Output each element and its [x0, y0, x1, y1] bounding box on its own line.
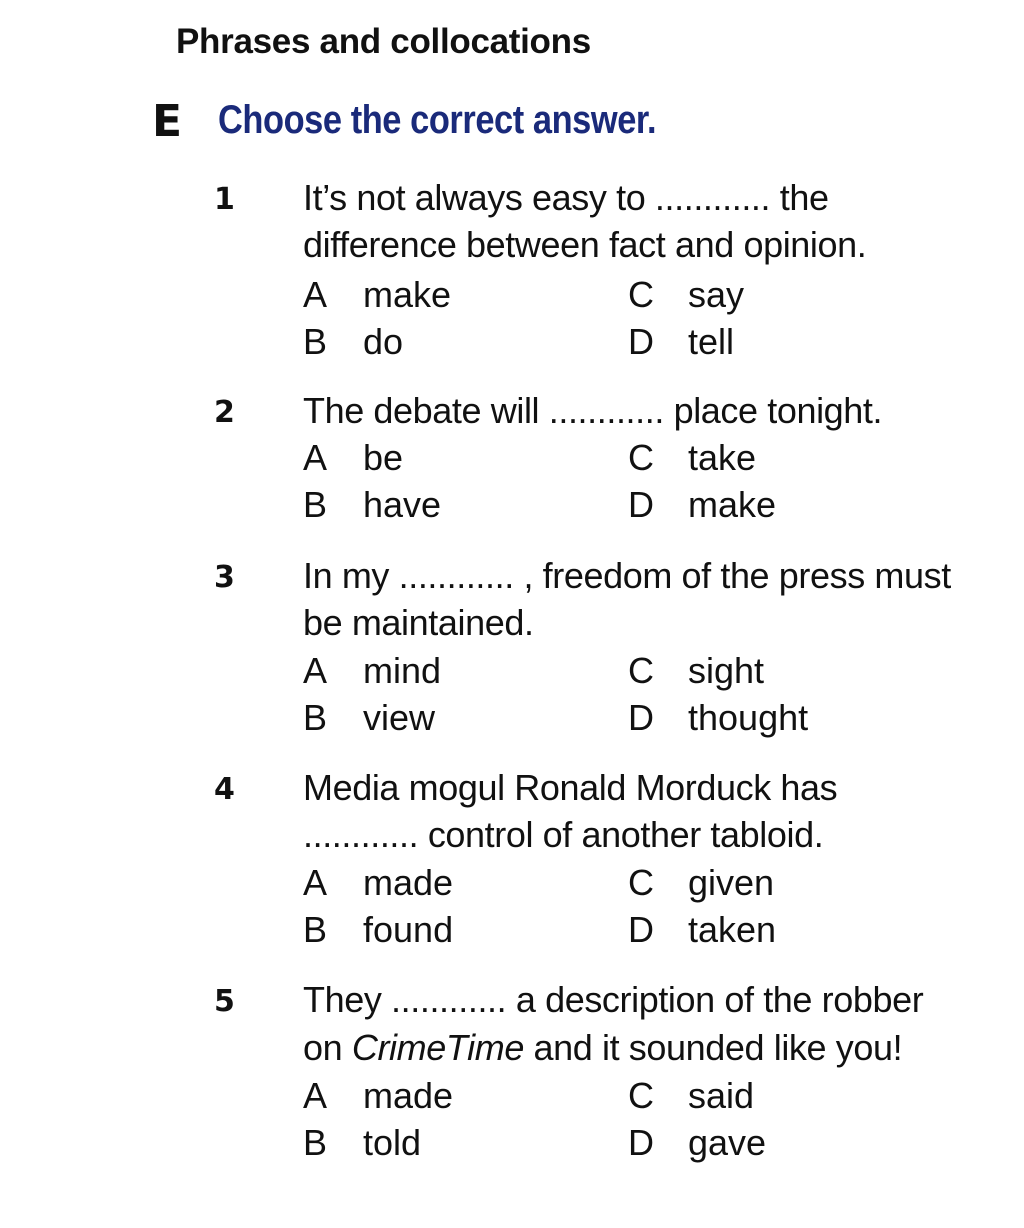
exercise-letter: E: [152, 96, 183, 147]
option-b[interactable]: [303, 319, 403, 365]
option-letter: C: [628, 1075, 654, 1116]
option-text: say: [688, 274, 745, 315]
question-line-1: In my ............ , freedom of the press must: [303, 555, 951, 596]
option-text: have: [363, 484, 442, 525]
option-letter: D: [628, 321, 654, 362]
programme-title: CrimeTime: [351, 1027, 524, 1068]
option-letter: A: [303, 437, 328, 478]
option-a[interactable]: [303, 648, 441, 694]
option-letter: A: [303, 1075, 328, 1116]
question-line-1: They ............ a description of the robber: [303, 979, 924, 1020]
option-a[interactable]: [303, 435, 403, 481]
option-b[interactable]: [303, 695, 435, 741]
option-letter: D: [628, 909, 654, 950]
option-b[interactable]: [303, 1120, 421, 1166]
question-text-after: and it sounded like you!: [523, 1027, 903, 1068]
option-text: made: [363, 862, 454, 903]
option-c[interactable]: [628, 272, 744, 318]
option-letter: B: [303, 697, 328, 738]
question-line-1: It’s not always easy to ............ the: [303, 177, 829, 218]
option-letter: D: [628, 697, 654, 738]
option-text: thought: [688, 697, 809, 738]
option-letter: B: [303, 484, 328, 525]
question-line-1: The debate will ............ place tonight.: [303, 390, 883, 431]
option-text: make: [688, 484, 777, 525]
exercise-instruction: Choose the correct answer.: [218, 98, 657, 142]
question-line-2: ............ control of another tabloid.: [303, 814, 824, 855]
option-letter: A: [303, 862, 328, 903]
option-letter: C: [628, 650, 654, 691]
option-text: be: [363, 437, 404, 478]
question-line-1: Media mogul Ronald Morduck has: [303, 767, 838, 808]
question-number: 3: [214, 560, 235, 595]
option-c[interactable]: [628, 435, 756, 481]
question-number: 1: [214, 182, 235, 217]
option-text: mind: [363, 650, 442, 691]
option-a[interactable]: [303, 860, 453, 906]
question-line-2: be maintained.: [303, 602, 534, 643]
option-text: do: [363, 321, 404, 362]
option-text: found: [363, 909, 454, 950]
option-text: taken: [688, 909, 777, 950]
option-a[interactable]: [303, 272, 451, 318]
option-letter: A: [303, 274, 328, 315]
option-d[interactable]: [628, 1120, 766, 1166]
option-d[interactable]: [628, 482, 776, 528]
option-letter: A: [303, 650, 328, 691]
option-letter: D: [628, 484, 654, 525]
option-letter: B: [303, 321, 328, 362]
option-b[interactable]: [303, 907, 453, 953]
option-letter: C: [628, 274, 654, 315]
option-text: tell: [688, 321, 735, 362]
section-title: Phrases and collocations: [176, 22, 591, 61]
question-number: 5: [214, 984, 235, 1019]
option-letter: B: [303, 1122, 328, 1163]
option-text: take: [688, 437, 757, 478]
option-c[interactable]: [628, 1073, 754, 1119]
option-text: gave: [688, 1122, 767, 1163]
question-line-2: difference between fact and opinion.: [303, 224, 867, 265]
option-d[interactable]: [628, 319, 734, 365]
option-c[interactable]: [628, 648, 764, 694]
option-text: told: [363, 1122, 422, 1163]
option-a[interactable]: [303, 1073, 453, 1119]
option-text: make: [363, 274, 452, 315]
question-line-2: [303, 1025, 1023, 1071]
option-letter: C: [628, 862, 654, 903]
option-text: view: [363, 697, 436, 738]
option-c[interactable]: [628, 860, 774, 906]
question-text-before: on: [303, 1027, 352, 1068]
option-text: said: [688, 1075, 755, 1116]
option-letter: D: [628, 1122, 654, 1163]
option-d[interactable]: [628, 695, 808, 741]
option-text: made: [363, 1075, 454, 1116]
option-letter: B: [303, 909, 328, 950]
option-d[interactable]: [628, 907, 776, 953]
option-text: given: [688, 862, 775, 903]
question-number: 4: [214, 772, 235, 807]
option-b[interactable]: [303, 482, 441, 528]
question-number: 2: [214, 395, 235, 430]
option-text: sight: [688, 650, 765, 691]
option-letter: C: [628, 437, 654, 478]
